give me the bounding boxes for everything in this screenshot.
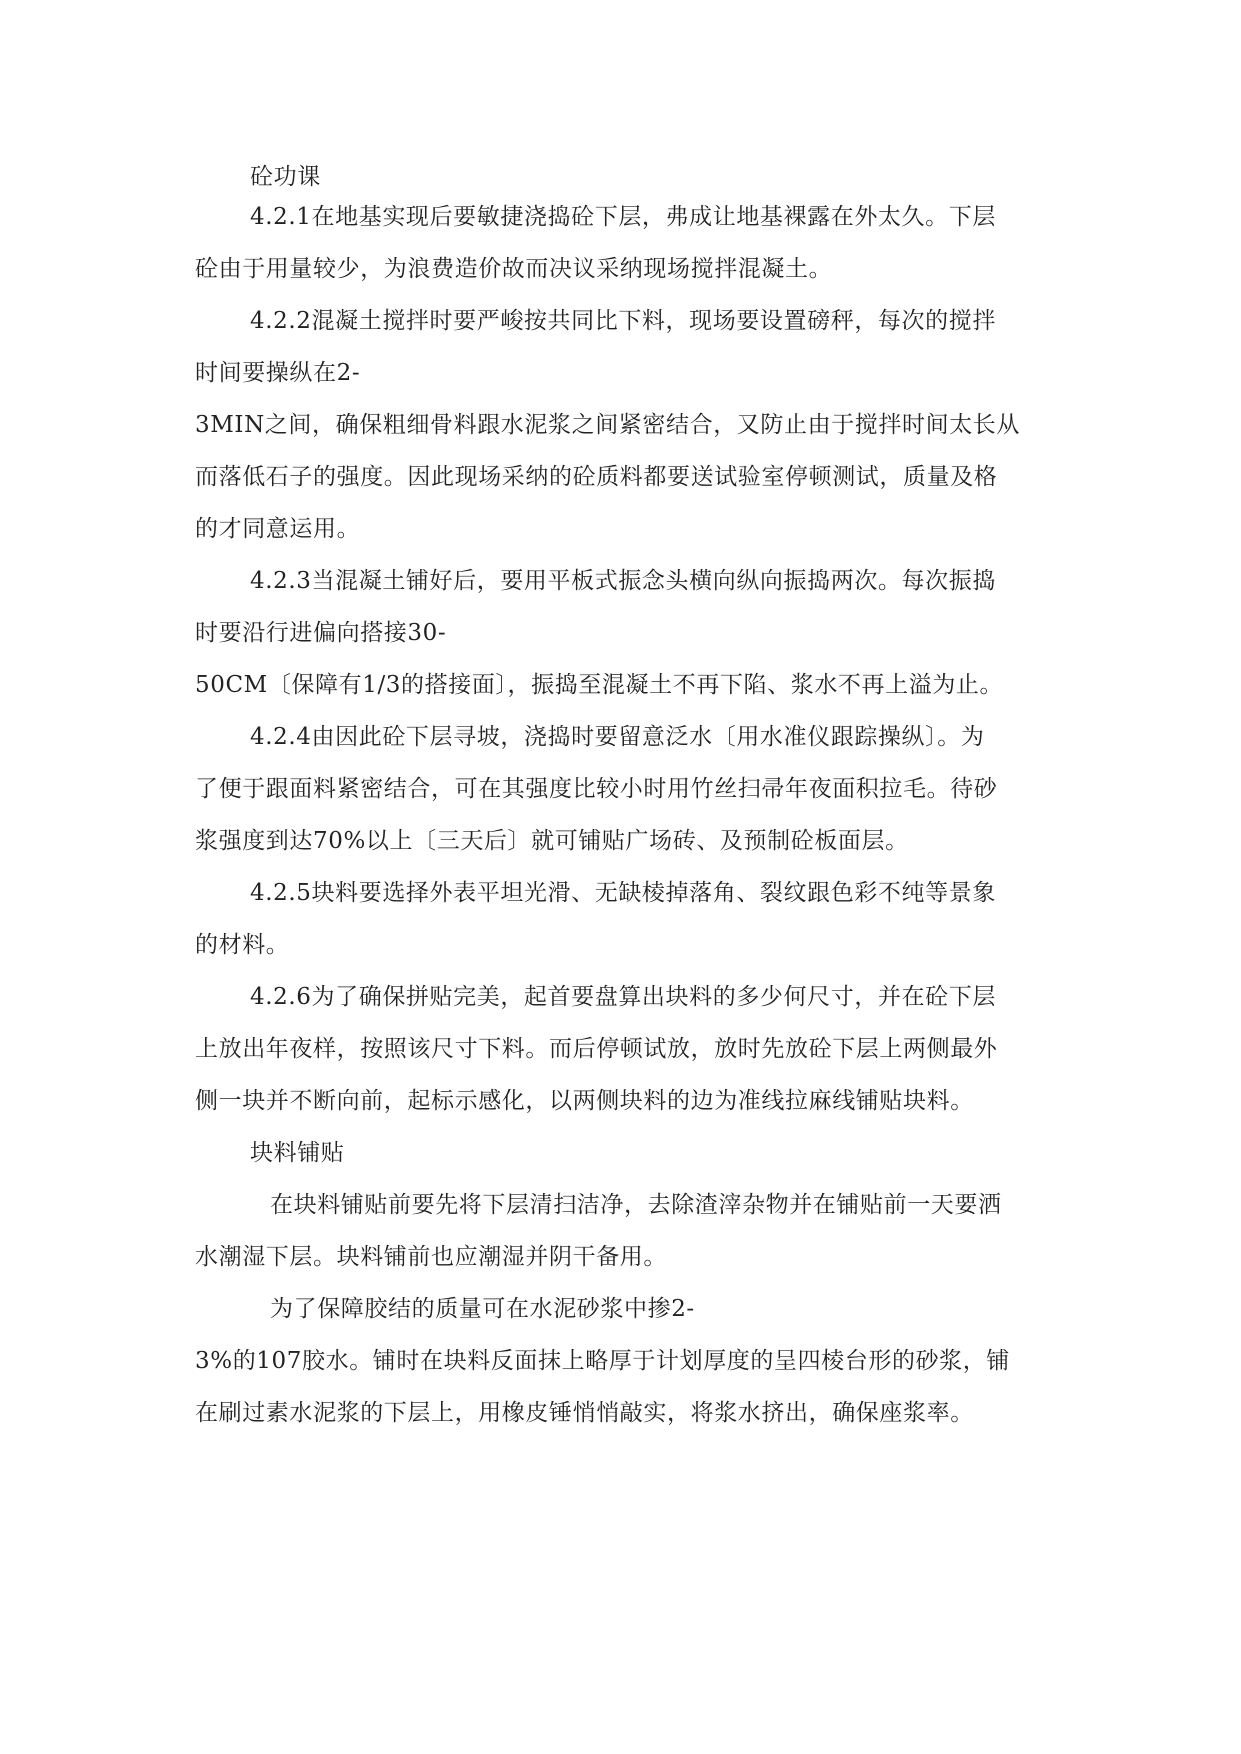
paragraph-laying-prep-line-1: 在块料铺贴前要先将下层清扫洁净，去除渣滓杂物并在铺贴前一天要洒	[270, 1192, 1002, 1218]
paragraph-4-2-6-line-1: 4.2.6为了确保拼贴完美，起首要盘算出块料的多少何尺寸，并在砼下层	[250, 984, 996, 1010]
paragraph-4-2-1-line-1: 4.2.1在地基实现后要敏捷浇捣砼下层，弗成让地基裸露在外太久。下层	[250, 204, 996, 230]
paragraph-4-2-4-line-2: 了便于跟面料紧密结合，可在其强度比较小时用竹丝扫帚年夜面积拉毛。待砂	[195, 776, 998, 802]
paragraph-4-2-4-line-3: 浆强度到达70%以上〔三天后〕就可铺贴广场砖、及预制砼板面层。	[195, 828, 909, 854]
paragraph-4-2-3-line-3: 50CM〔保障有1/3的搭接面〕，振捣至混凝土不再下陷、浆水不再上溢为止。	[195, 672, 1004, 698]
paragraph-4-2-3-line-2: 时要沿行进偏向搭接30-	[195, 620, 447, 646]
paragraph-glue-line-2: 3%的107胶水。铺时在块料反面抹上略厚于计划厚度的呈四棱台形的砂浆，铺	[195, 1348, 1010, 1374]
section-heading-concrete: 砼功课	[250, 164, 321, 190]
paragraph-4-2-4-line-1: 4.2.4由因此砼下层寻坡，浇捣时要留意泛水〔用水准仪跟踪操纵〕。为	[250, 724, 985, 750]
section-heading-block-laying: 块料铺贴	[250, 1140, 345, 1166]
paragraph-glue-line-1: 为了保障胶结的质量可在水泥砂浆中掺2-	[270, 1296, 695, 1322]
paragraph-4-2-3-line-1: 4.2.3当混凝土铺好后，要用平板式振念头横向纵向振捣两次。每次振捣	[250, 568, 996, 594]
paragraph-4-2-6-line-2: 上放出年夜样，按照该尺寸下料。而后停顿试放，放时先放砼下层上两侧最外	[195, 1036, 998, 1062]
paragraph-4-2-2-line-4: 而落低石子的强度。因此现场采纳的砼质料都要送试验室停顿测试，质量及格	[195, 464, 998, 490]
paragraph-laying-prep-line-2: 水潮湿下层。块料铺前也应潮湿并阴干备用。	[195, 1244, 667, 1270]
paragraph-4-2-2-line-2: 时间要操纵在2-	[195, 360, 361, 386]
paragraph-4-2-5-line-1: 4.2.5块料要选择外表平坦光滑、无缺棱掉落角、裂纹跟色彩不纯等景象	[250, 880, 996, 906]
paragraph-4-2-6-line-3: 侧一块并不断向前，起标示感化，以两侧块料的边为准线拉麻线铺贴块料。	[195, 1088, 974, 1114]
paragraph-4-2-2-line-1: 4.2.2混凝土搅拌时要严峻按共同比下料，现场要设置磅秤，每次的搅拌	[250, 308, 996, 334]
paragraph-4-2-5-line-2: 的材料。	[195, 932, 290, 958]
paragraph-4-2-2-line-3: 3MIN之间，确保粗细骨料跟水泥浆之间紧密结合，又防止由于搅拌时间太长从	[195, 412, 1020, 438]
paragraph-4-2-1-line-2: 砼由于用量较少，为浪费造价故而决议采纳现场搅拌混凝土。	[195, 256, 833, 282]
paragraph-glue-line-3: 在刷过素水泥浆的下层上，用橡皮锤悄悄敲实，将浆水挤出，确保座浆率。	[195, 1400, 974, 1426]
paragraph-4-2-2-line-5: 的才同意运用。	[195, 516, 361, 542]
